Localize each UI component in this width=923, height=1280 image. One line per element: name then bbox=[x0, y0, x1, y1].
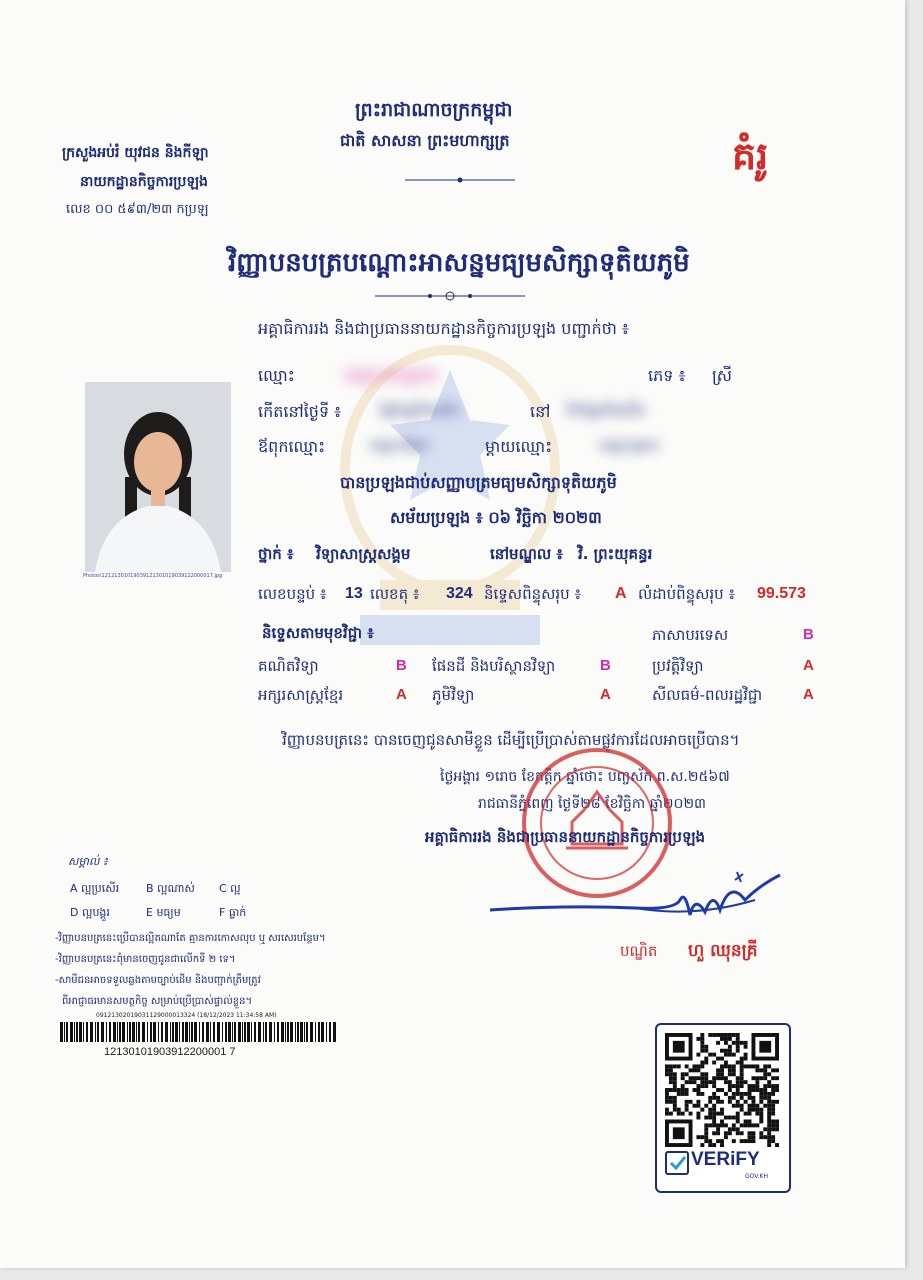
pob-value: ទីកន្លែងកំណើត bbox=[566, 403, 646, 419]
sample-mark: គំរូ bbox=[732, 134, 769, 178]
stream-label: ថ្នាក់ ៖ bbox=[258, 545, 294, 563]
sex-label: ភេទ ៖ bbox=[648, 366, 686, 385]
stream-value: វិទ្យាសាស្ត្រសង្គម bbox=[316, 545, 411, 563]
legend-note: -សាមីជនអាចទទួលឆ្លងតាមច្បាប់ដើម និងបញ្ជាក់ត្រឹមត្រូវ bbox=[55, 975, 261, 986]
subject-name: ភូមិវិទ្យា bbox=[432, 686, 475, 704]
barcode-number: 12130101903912200001 7 bbox=[104, 1046, 236, 1058]
barcode-caption: 09121302019031129000013324 (18/12/2023 11:34:58 AM) bbox=[96, 1012, 277, 1019]
legend-grade: D ល្អបង្គួរ bbox=[70, 906, 110, 919]
legend-grade: A ល្អប្រសើរ bbox=[70, 882, 120, 895]
lunar-date: ថ្ងៃអង្គារ ១រោច ខែកត្តិក ឆ្នាំថោះ បញ្ចស័ក ព.ស.២៥៦៧ bbox=[440, 769, 730, 785]
subject-grade: A bbox=[396, 686, 407, 703]
ornament-divider-top bbox=[405, 175, 515, 185]
subject-name: អក្សរសាស្ត្រខ្មែរ bbox=[258, 686, 344, 704]
legend-note: -វិញ្ញាបនបត្រនេះប្រើបានល្អិតណាតែ គ្មានការកោសលុប ឬ សរសេរបន្ថែម។ bbox=[55, 933, 326, 944]
passed-statement: បានប្រឡងជាប់សញ្ញាបត្រមធ្យមសិក្សាទុតិយភូមិ bbox=[340, 473, 617, 492]
signer-name: ហួ ឈុនគ្រី bbox=[688, 941, 758, 961]
candidate-photo bbox=[85, 382, 231, 572]
subject-grade: B bbox=[396, 657, 407, 674]
subject-grade: A bbox=[803, 657, 814, 674]
pob-label: នៅ bbox=[530, 402, 551, 421]
room-label: លេខបន្ទប់ ៖ bbox=[258, 585, 327, 603]
checkmark-icon bbox=[665, 1151, 689, 1175]
sex-value: ស្រី bbox=[712, 366, 732, 385]
subject-name: ផែនដី និងបរិស្ថានវិទ្យា bbox=[432, 657, 556, 675]
name-label: ឈ្មោះ bbox=[258, 366, 295, 385]
ministry-name: ក្រសួងអប់រំ យុវជន និងកីឡា bbox=[62, 145, 209, 161]
certifying-statement: អគ្គាធិការរង និងជាប្រធាននាយកដ្ឋានកិច្ចការប្រឡង បញ្ជាក់ថា ៖ bbox=[258, 319, 629, 338]
score-label: លំដាប់ពិន្ទុសរុប ៖ bbox=[638, 585, 736, 603]
legend-grade: C ល្អ bbox=[219, 882, 241, 895]
name-value: ឈ្មោះបេក្ខជន bbox=[345, 365, 438, 386]
verify-qr-panel[interactable] bbox=[655, 1023, 791, 1193]
legend-grade: E មធ្យម bbox=[146, 906, 181, 919]
national-motto: ជាតិ សាសនា ព្រះមហាក្សត្រ bbox=[340, 131, 510, 150]
subject-grade: B bbox=[803, 626, 814, 643]
subject-grade: A bbox=[803, 686, 814, 703]
verify-domain: GOV.KH bbox=[745, 1173, 768, 1180]
center-label: នៅមណ្ឌល ៖ bbox=[490, 545, 563, 563]
legend-note: -វិញ្ញាបនបត្រនេះពុំមានចេញជូនជាលើកទី ២ ទេ។ bbox=[55, 954, 236, 965]
subject-name: ភាសាបរទេស bbox=[652, 626, 729, 644]
room-value: 13 bbox=[345, 585, 363, 602]
legend-title: សម្គាល់ ៖ bbox=[68, 855, 108, 868]
exam-session: សម័យប្រឡង ៖ ០៦ វិច្ឆិកា ២០២៣ bbox=[390, 508, 602, 527]
legend-note: ពីអាជ្ញាធរមានសមត្ថកិច្ច សម្រាប់ប្រើប្រាស់ផ្ទាល់ខ្លួន។ bbox=[62, 996, 253, 1007]
signer-prefix: បណ្ឌិត bbox=[620, 942, 658, 960]
photo-caption: Photos\12121301019039121301019039122000017.jpg bbox=[83, 573, 223, 579]
overall-grade-label: និទ្ទេសពិន្ទុសរុប ៖ bbox=[484, 585, 582, 603]
handwritten-signature bbox=[485, 860, 785, 930]
dob-value: ថ្ងៃខែឆ្នាំកំណើត bbox=[380, 403, 460, 419]
seat-label: លេខតុ ៖ bbox=[370, 585, 420, 603]
subject-name: សីលធម៌-ពលរដ្ឋវិជ្ជា bbox=[652, 686, 763, 704]
dob-label: កើតនៅថ្ងៃទី ៖ bbox=[258, 402, 342, 421]
legend-grade: F ធ្លាក់ bbox=[219, 906, 247, 919]
subject-grade: B bbox=[600, 657, 611, 674]
subject-name: ប្រវត្តិវិទ្យា bbox=[652, 657, 704, 675]
barcode bbox=[60, 1022, 340, 1042]
legend-grade: B ល្អណាស់ bbox=[146, 882, 195, 895]
subject-name: គណិតវិទ្យា bbox=[258, 657, 319, 675]
ornament-divider-title bbox=[375, 290, 525, 302]
father-value: ឈ្មោះឪពុក bbox=[370, 438, 429, 454]
verify-brand: VERiFY bbox=[691, 1149, 760, 1170]
score-value: 99.573 bbox=[757, 585, 806, 602]
center-value: វិ. ព្រះយុគន្ធរ bbox=[578, 545, 653, 563]
issue-place-date: រាជធានីភ្នំពេញ ថ្ងៃទី២៨ ខែវិច្ឆិកា ឆ្នាំ២០២៣ bbox=[478, 796, 706, 812]
kingdom-heading: ព្រះរាជាណាចក្រកម្ពុជា bbox=[355, 99, 513, 121]
seat-value: 324 bbox=[446, 585, 473, 602]
department-name: នាយកដ្ឋានកិច្ចការប្រឡង bbox=[80, 174, 208, 190]
mother-label: ម្តាយឈ្មោះ bbox=[485, 437, 553, 456]
qr-code[interactable] bbox=[665, 1033, 779, 1147]
father-label: ឪពុកឈ្មោះ bbox=[258, 437, 326, 456]
validity-statement: វិញ្ញាបនបត្រនេះ បានចេញជូនសាមីខ្លួន ដើម្បីប្រើប្រាស់តាមផ្លូវការដែលអាចប្រើបាន។ bbox=[282, 731, 740, 749]
signer-title: អគ្គាធិការរង និងជាប្រធាននាយកដ្ឋានកិច្ចការប្រឡង bbox=[425, 828, 706, 846]
mother-value: ឈ្មោះម្តាយ bbox=[600, 438, 659, 454]
subjects-title: និទ្ទេសតាមមុខវិជ្ជា ៖ bbox=[262, 624, 374, 642]
reference-number: លេខ ០០ ៥៩៣/២៣ កប្រឡ bbox=[66, 202, 209, 217]
subject-grade: A bbox=[600, 686, 611, 703]
overall-grade-value: A bbox=[615, 585, 627, 602]
certificate-title: វិញ្ញាបនបត្របណ្តោះអាសន្នមធ្យមសិក្សាទុតិយភូមិ bbox=[228, 248, 690, 278]
